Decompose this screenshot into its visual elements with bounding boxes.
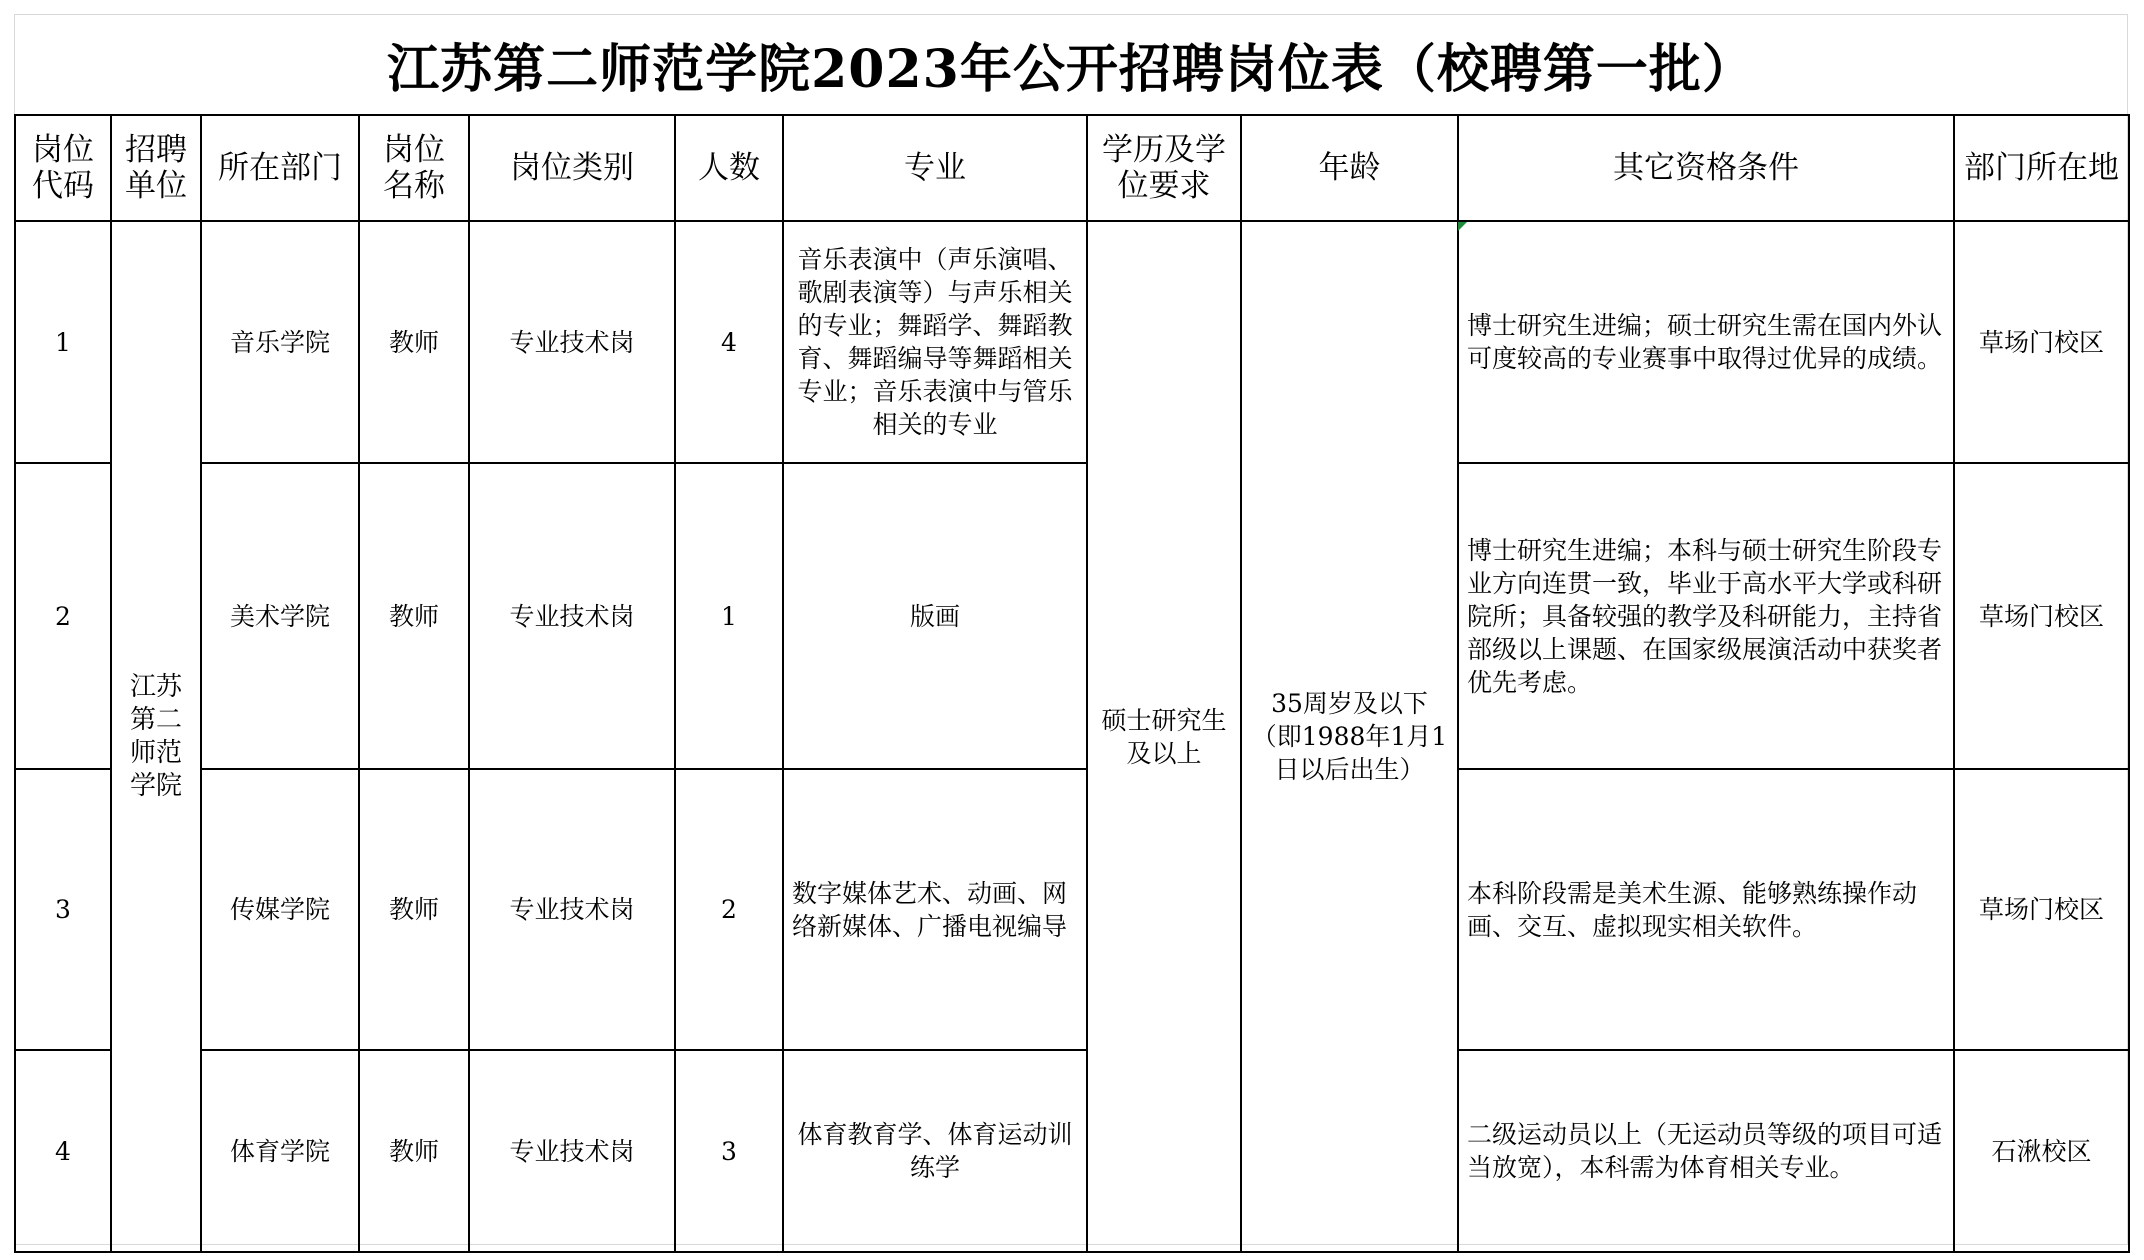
cell-major: 数字媒体艺术、动画、网络新媒体、广播电视编导 (783, 769, 1087, 1050)
header-row (15, 115, 2129, 221)
header-dept: 所在部门 (201, 115, 359, 221)
cell-unit: 江苏 第二 师范 学院 (111, 221, 201, 1252)
cell-dept: 音乐学院 (201, 221, 359, 463)
header-major: 专业 (783, 115, 1087, 221)
cell-post: 教师 (359, 221, 469, 463)
cell-education: 硕士研究生 及以上 (1087, 221, 1241, 1252)
cell-count: 3 (675, 1050, 783, 1252)
cell-category: 专业技术岗 (469, 221, 675, 463)
cell-category: 专业技术岗 (469, 463, 675, 769)
table-row (15, 463, 2129, 769)
table-row (15, 1050, 2129, 1252)
cell-code: 2 (15, 463, 111, 769)
cell-count: 1 (675, 463, 783, 769)
header-post: 岗位 名称 (359, 115, 469, 221)
cell-code: 3 (15, 769, 111, 1050)
cell-other: 博士研究生进编；硕士研究生需在国内外认可度较高的专业赛事中取得过优异的成绩。 (1458, 221, 1954, 463)
table-title: 江苏第二师范学院2023年公开招聘岗位表（校聘第一批） (387, 38, 1755, 100)
cell-age: 35周岁及以下 （即1988年1月1 日以后出生） (1241, 221, 1458, 1252)
header-category: 岗位类别 (469, 115, 675, 221)
cell-post: 教师 (359, 769, 469, 1050)
table-row (15, 221, 2129, 463)
cell-major: 音乐表演中（声乐演唱、歌剧表演等）与声乐相关的专业；舞蹈学、舞蹈教育、舞蹈编导等舞蹈相关专业；音乐表演中与管乐相关的专业 (783, 221, 1087, 463)
header-education: 学历及学 位要求 (1087, 115, 1241, 221)
header-location: 部门所在地 (1954, 115, 2129, 221)
header-other: 其它资格条件 (1458, 115, 1954, 221)
header-unit: 招聘 单位 (111, 115, 201, 221)
cell-major: 体育教育学、体育运动训练学 (783, 1050, 1087, 1252)
cell-count: 4 (675, 221, 783, 463)
table-row (15, 769, 2129, 1050)
cell-dept: 传媒学院 (201, 769, 359, 1050)
cell-category: 专业技术岗 (469, 769, 675, 1050)
cell-other: 本科阶段需是美术生源、能够熟练操作动画、交互、虚拟现实相关软件。 (1458, 769, 1954, 1050)
cell-location: 草场门校区 (1954, 463, 2129, 769)
cell-count: 2 (675, 769, 783, 1050)
recruitment-table (14, 114, 2130, 1253)
cell-category: 专业技术岗 (469, 1050, 675, 1252)
cell-dept: 美术学院 (201, 463, 359, 769)
cell-location: 草场门校区 (1954, 221, 2129, 463)
cell-other: 二级运动员以上（无运动员等级的项目可适当放宽），本科需为体育相关专业。 (1458, 1050, 1954, 1252)
cell-code: 1 (15, 221, 111, 463)
cell-location: 草场门校区 (1954, 769, 2129, 1050)
cell-major: 版画 (783, 463, 1087, 769)
cell-code: 4 (15, 1050, 111, 1252)
header-count: 人数 (675, 115, 783, 221)
comment-indicator-icon[interactable] (1458, 222, 1467, 231)
cell-dept: 体育学院 (201, 1050, 359, 1252)
header-code: 岗位 代码 (15, 115, 111, 221)
header-age: 年龄 (1241, 115, 1458, 221)
cell-post: 教师 (359, 463, 469, 769)
cell-post: 教师 (359, 1050, 469, 1252)
cell-other: 博士研究生进编；本科与硕士研究生阶段专业方向连贯一致，毕业于高水平大学或科研院所；具备较强的教学及科研能力，主持省部级以上课题、在国家级展演活动中获奖者优先考虑。 (1458, 463, 1954, 769)
cell-location: 石湫校区 (1954, 1050, 2129, 1252)
